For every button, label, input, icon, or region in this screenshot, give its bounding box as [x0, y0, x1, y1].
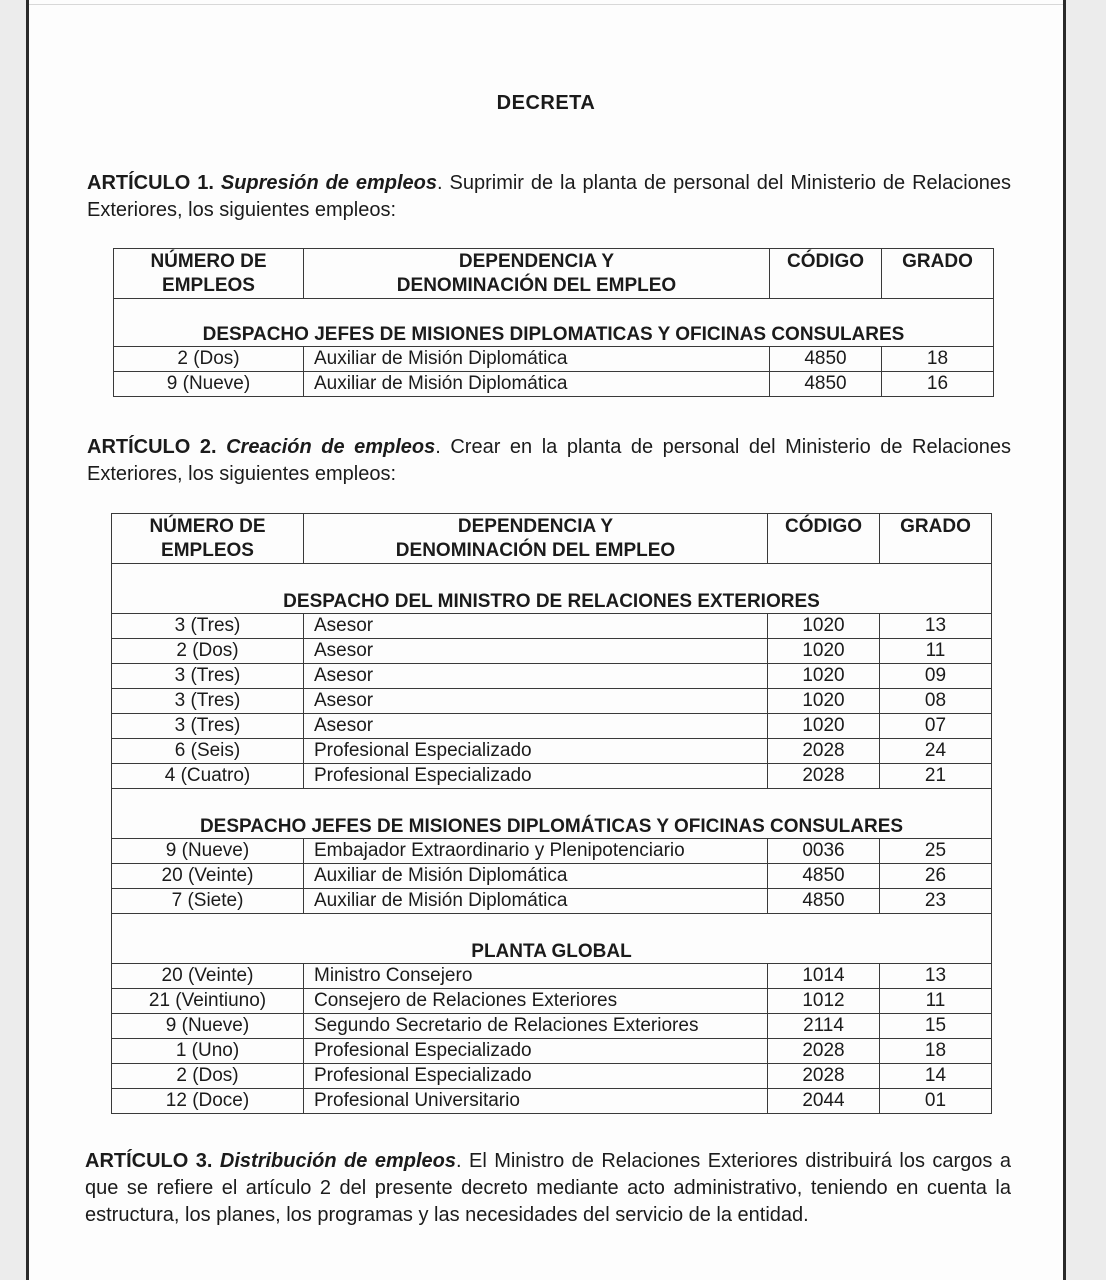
code-cell: 0036 [768, 839, 880, 864]
employee-count-cell: 2 (Dos) [112, 639, 304, 664]
table-header-row [112, 514, 992, 564]
article-1-label: ARTÍCULO 1. [87, 172, 214, 194]
grade-cell: 13 [880, 964, 992, 989]
grade-cell: 25 [880, 839, 992, 864]
position-name-cell: Auxiliar de Misión Diplomática [304, 347, 770, 372]
position-name-cell: Segundo Secretario de Relaciones Exteriores [304, 1014, 768, 1039]
employee-count-cell: 9 (Nueve) [112, 839, 304, 864]
employee-count-cell: 3 (Tres) [112, 689, 304, 714]
code-cell: 1020 [768, 664, 880, 689]
section-title: PLANTA GLOBAL [112, 914, 992, 964]
header-numero: NÚMERO DE EMPLEOS [114, 249, 304, 299]
section-heading-row [112, 914, 992, 964]
position-name-cell: Auxiliar de Misión Diplomática [304, 864, 768, 889]
position-name-cell: Auxiliar de Misión Diplomática [304, 889, 768, 914]
code-cell: 1020 [768, 639, 880, 664]
employee-count-cell: 9 (Nueve) [112, 1014, 304, 1039]
section-heading-row [112, 564, 992, 614]
code-cell: 1012 [768, 989, 880, 1014]
grade-cell: 26 [880, 864, 992, 889]
position-name-cell: Profesional Especializado [304, 1064, 768, 1089]
grade-cell: 23 [880, 889, 992, 914]
article-3-paragraph [85, 1148, 1011, 1229]
position-name-cell: Auxiliar de Misión Diplomática [304, 372, 770, 397]
position-name-cell: Profesional Especializado [304, 764, 768, 789]
header-codigo: CÓDIGO [768, 514, 880, 564]
code-cell: 1020 [768, 614, 880, 639]
article-1-text: . Suprimir de la planta de personal del Ministerio de Relaciones Exteriores, los siguientes empleos: [87, 172, 1012, 221]
employee-count-cell: 9 (Nueve) [114, 372, 304, 397]
code-cell: 1020 [768, 689, 880, 714]
table-row [112, 1089, 992, 1114]
grade-cell: 01 [880, 1089, 992, 1114]
article-2-text: . Crear en la planta de personal del Ministerio de Relaciones Exteriores, los siguientes empleos: [87, 436, 1012, 485]
table-row [112, 764, 992, 789]
code-cell: 2028 [768, 764, 880, 789]
table-row [112, 664, 992, 689]
table-row [114, 372, 994, 397]
table-row [112, 714, 992, 739]
position-name-cell: Profesional Especializado [304, 1039, 768, 1064]
table-row [112, 864, 992, 889]
table-row [112, 739, 992, 764]
section-title: DESPACHO JEFES DE MISIONES DIPLOMÁTICAS Y OFICINAS CONSULARES [112, 789, 992, 839]
top-divider [29, 4, 1063, 5]
table-row [112, 1039, 992, 1064]
code-cell: 4850 [768, 864, 880, 889]
position-name-cell: Asesor [304, 664, 768, 689]
header-grado: GRADO [882, 249, 994, 299]
code-cell: 4850 [768, 889, 880, 914]
code-cell: 4850 [770, 347, 882, 372]
employee-count-cell: 2 (Dos) [114, 347, 304, 372]
table-row [112, 639, 992, 664]
employee-count-cell: 20 (Veinte) [112, 864, 304, 889]
grade-cell: 16 [882, 372, 994, 397]
position-name-cell: Ministro Consejero [304, 964, 768, 989]
code-cell: 2044 [768, 1089, 880, 1114]
table-row [112, 839, 992, 864]
table-row [112, 1014, 992, 1039]
grade-cell: 14 [880, 1064, 992, 1089]
article-2-lead: Creación de empleos [226, 436, 436, 458]
table-row [112, 689, 992, 714]
grade-cell: 24 [880, 739, 992, 764]
position-name-cell: Profesional Universitario [304, 1089, 768, 1114]
document-page [26, 0, 1066, 1280]
grade-cell: 18 [882, 347, 994, 372]
table-row [112, 989, 992, 1014]
article-3-lead: Distribución de empleos [219, 1150, 456, 1172]
article-1-paragraph [87, 170, 1011, 224]
article-1-lead: Supresión de empleos [220, 172, 438, 194]
article-2-label: ARTÍCULO 2. [87, 436, 217, 458]
employee-count-cell: 21 (Veintiuno) [112, 989, 304, 1014]
position-name-cell: Consejero de Relaciones Exteriores [304, 989, 768, 1014]
table-row [112, 889, 992, 914]
header-dependencia: DEPENDENCIA Y DENOMINACIÓN DEL EMPLEO [304, 514, 768, 564]
suppression-table [113, 248, 994, 397]
position-name-cell: Profesional Especializado [304, 739, 768, 764]
header-numero: NÚMERO DE EMPLEOS [112, 514, 304, 564]
employee-count-cell: 3 (Tres) [112, 664, 304, 689]
employee-count-cell: 3 (Tres) [112, 714, 304, 739]
position-name-cell: Asesor [304, 689, 768, 714]
header-dependencia: DEPENDENCIA Y DENOMINACIÓN DEL EMPLEO [304, 249, 770, 299]
grade-cell: 11 [880, 989, 992, 1014]
employee-count-cell: 3 (Tres) [112, 614, 304, 639]
employee-count-cell: 4 (Cuatro) [112, 764, 304, 789]
grade-cell: 11 [880, 639, 992, 664]
employee-count-cell: 6 (Seis) [112, 739, 304, 764]
employee-count-cell: 7 (Siete) [112, 889, 304, 914]
section-title: DESPACHO JEFES DE MISIONES DIPLOMATICAS Y OFICINAS CONSULARES [114, 299, 994, 347]
grade-cell: 07 [880, 714, 992, 739]
decree-title: DECRETA [496, 92, 596, 114]
code-cell: 1020 [768, 714, 880, 739]
employee-count-cell: 12 (Doce) [112, 1089, 304, 1114]
table-header-row [114, 249, 994, 299]
article-3-label: ARTÍCULO 3. [85, 1150, 213, 1172]
code-cell: 2028 [768, 1064, 880, 1089]
grade-cell: 18 [880, 1039, 992, 1064]
position-name-cell: Asesor [304, 614, 768, 639]
section-title: DESPACHO DEL MINISTRO DE RELACIONES EXTERIORES [112, 564, 992, 614]
position-name-cell: Asesor [304, 639, 768, 664]
table-row [112, 964, 992, 989]
creation-table [111, 513, 992, 1114]
code-cell: 4850 [770, 372, 882, 397]
grade-cell: 09 [880, 664, 992, 689]
article-3-text: . El Ministro de Relaciones Exteriores distribuirá los cargos a que se refiere el artículo 2 del presente decreto mediante acto administrativo, teniendo en cuenta la estructura, los planes, los programas y las necesidades del servicio de la entidad. [85, 1150, 1012, 1226]
code-cell: 1014 [768, 964, 880, 989]
table-row [114, 347, 994, 372]
code-cell: 2028 [768, 739, 880, 764]
grade-cell: 13 [880, 614, 992, 639]
header-codigo: CÓDIGO [770, 249, 882, 299]
code-cell: 2028 [768, 1039, 880, 1064]
employee-count-cell: 1 (Uno) [112, 1039, 304, 1064]
section-heading-row [114, 299, 994, 347]
position-name-cell: Asesor [304, 714, 768, 739]
table-row [112, 1064, 992, 1089]
grade-cell: 08 [880, 689, 992, 714]
grade-cell: 21 [880, 764, 992, 789]
header-grado: GRADO [880, 514, 992, 564]
position-name-cell: Embajador Extraordinario y Plenipotenciario [304, 839, 768, 864]
employee-count-cell: 20 (Veinte) [112, 964, 304, 989]
grade-cell: 15 [880, 1014, 992, 1039]
table-row [112, 614, 992, 639]
article-2-paragraph [87, 434, 1011, 488]
code-cell: 2114 [768, 1014, 880, 1039]
section-heading-row [112, 789, 992, 839]
employee-count-cell: 2 (Dos) [112, 1064, 304, 1089]
